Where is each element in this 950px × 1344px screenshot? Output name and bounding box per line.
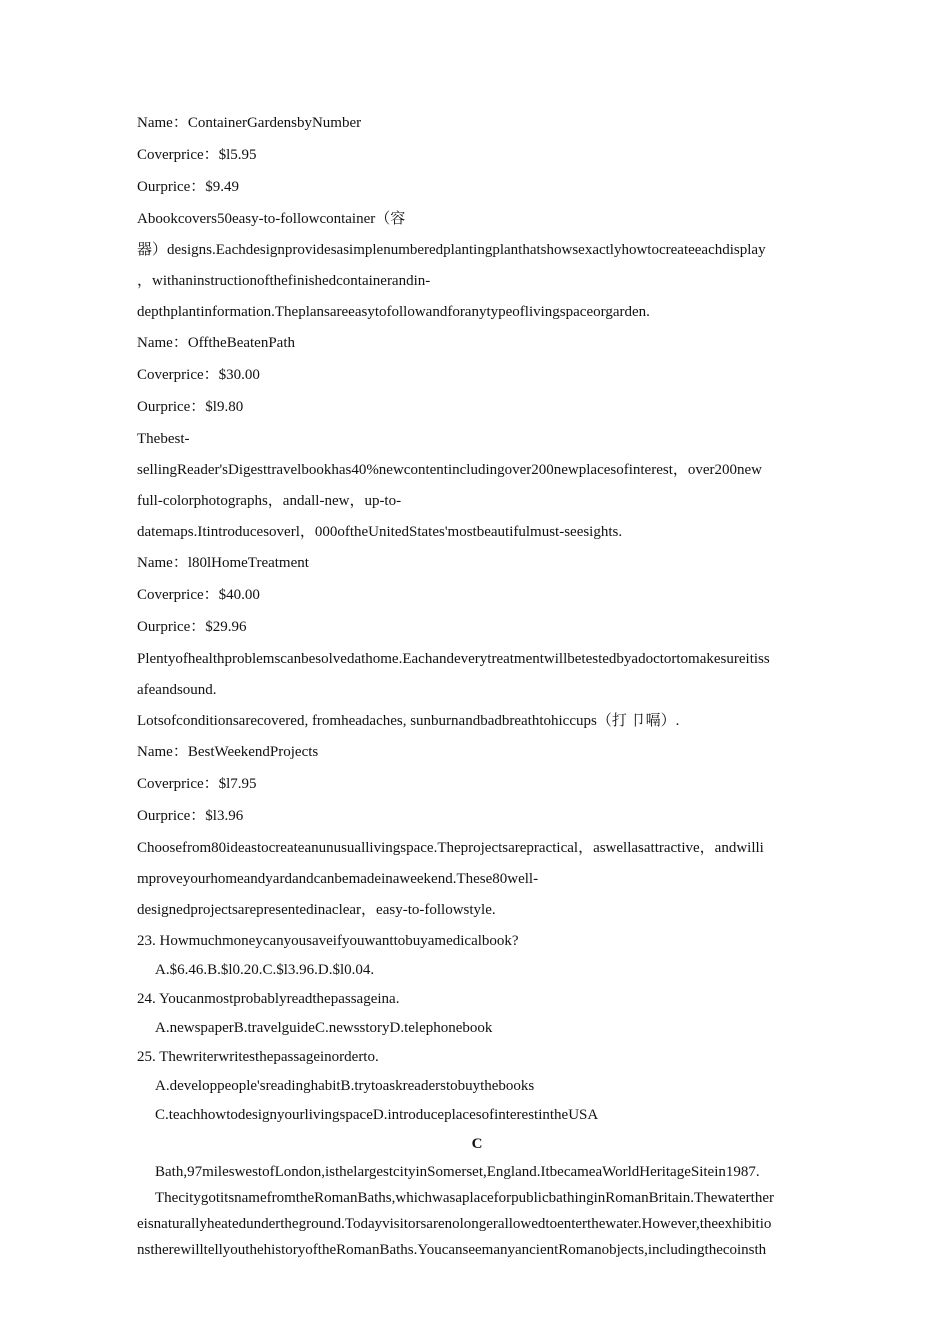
- cover-price: Coverprice：$l5.95: [137, 147, 257, 163]
- question-25: [137, 1046, 817, 1126]
- section-title: C: [471, 1136, 483, 1152]
- answer-options: [137, 1075, 817, 1126]
- passage-line: ThecitygotitsnamefromtheRomanBaths,whichwasaplaceforpublicbathinginRomanBritain.Thewaterther: [155, 1190, 774, 1206]
- our-price: Ourprice：$9.49: [137, 179, 240, 195]
- book-description: [137, 428, 817, 543]
- description-line: depthplantinformation.Theplansareeasytofollowandforanytypeoflivingspaceorgarden.: [137, 304, 650, 320]
- description-line: sellingReader'sDigesttravelbookhas40%newcontentincludingover200newplacesofinterest，over200new: [137, 462, 763, 478]
- description-line: Abookcovers50easy-to-followcontainer（容: [137, 211, 406, 227]
- our-price: Ourprice：$29.96: [137, 619, 247, 635]
- passage-line: eisnaturallyheatedundertheground.Todayvisitorsarenolongerallowedtoenterthewater.However,theexhibitio: [137, 1216, 772, 1232]
- cover-price: Coverprice：$40.00: [137, 587, 260, 603]
- cover-price: Coverprice：$l7.95: [137, 776, 257, 792]
- book-description: [137, 648, 817, 732]
- description-line: afeandsound.: [137, 682, 217, 698]
- description-line: Choosefrom80ideastocreateanunusuallivingspace.Theprojectsarepractical，aswellasattractive，andwilli: [137, 840, 764, 856]
- reading-passage: [137, 1161, 817, 1261]
- option-line: C.teachhowtodesignyourlivingspaceD.introduceplacesofinterestintheUSA: [155, 1107, 599, 1123]
- description-line: mproveyourhomeandyardandcanbemadeinaweekend.These80well-: [137, 871, 539, 887]
- description-line: Plentyofhealthproblemscanbesolvedathome.Eachandeverytreatmentwillbetestedbyadoctortomakesureitiss: [137, 651, 770, 667]
- question-24: [137, 988, 817, 1039]
- book-name: Name：l80lHomeTreatment: [137, 555, 309, 571]
- description-line: Thebest-: [137, 431, 190, 447]
- description-line: full-colorphotographs，andall-new，up-to-: [137, 493, 402, 509]
- book-name: Name：OfftheBeatenPath: [137, 335, 296, 351]
- question-23: [137, 930, 817, 981]
- book-name: Name：BestWeekendProjects: [137, 744, 319, 760]
- option-line: A.newspaperB.travelguideC.newsstoryD.telephonebook: [155, 1020, 493, 1036]
- book-entry: [137, 741, 817, 921]
- book-description: [137, 208, 817, 323]
- question-stem: 23. Howmuchmoneycanyousaveifyouwanttobuyamedicalbook?: [137, 933, 519, 949]
- book-name: Name：ContainerGardensbyNumber: [137, 115, 362, 131]
- option-line: A.$6.46.B.$l0.20.C.$l3.96.D.$l0.04.: [155, 962, 375, 978]
- book-entry: [137, 332, 817, 543]
- passage-line: Bath,97mileswestofLondon,isthelargestcityinSomerset,England.ItbecameaWorldHeritageSitein1987.: [155, 1164, 760, 1180]
- description-line: designedprojectsarepresentedinaclear，easy-to-followstyle.: [137, 902, 496, 918]
- document-page: [137, 112, 817, 1265]
- book-entry: [137, 112, 817, 323]
- our-price: Ourprice：$l3.96: [137, 808, 244, 824]
- question-stem: 24. Youcanmostprobablyreadthepassageina.: [137, 991, 400, 1007]
- book-entry: [137, 552, 817, 732]
- book-description: [137, 837, 817, 921]
- our-price: Ourprice：$l9.80: [137, 399, 244, 415]
- passage-line: nstherewilltellyouthehistoryoftheRomanBaths.YoucanseemanyancientRomanobjects,includingthecoinsth: [137, 1242, 767, 1258]
- description-line: 器）designs.Eachdesignprovidesasimplenumberedplantingplanthatshowsexactlyhowtocreateeachdisplay: [137, 242, 766, 258]
- question-stem: 25. Thewriterwritesthepassageinorderto.: [137, 1049, 379, 1065]
- option-line: A.developpeople'sreadinghabitB.trytoaskreaderstobuythebooks: [155, 1078, 535, 1094]
- description-line: Lotsofconditionsarecovered, fromheadaches, sunburnandbadbreathtohiccups（打 卩嗝）.: [137, 713, 680, 729]
- description-line: datemaps.Itintroducesoverl，000oftheUnitedStates'mostbeautifulmust-seesights.: [137, 524, 623, 540]
- description-line: ，withaninstructionofthefinishedcontainerandin-: [137, 273, 431, 289]
- cover-price: Coverprice：$30.00: [137, 367, 260, 383]
- answer-options: [137, 1017, 817, 1039]
- answer-options: [137, 959, 817, 981]
